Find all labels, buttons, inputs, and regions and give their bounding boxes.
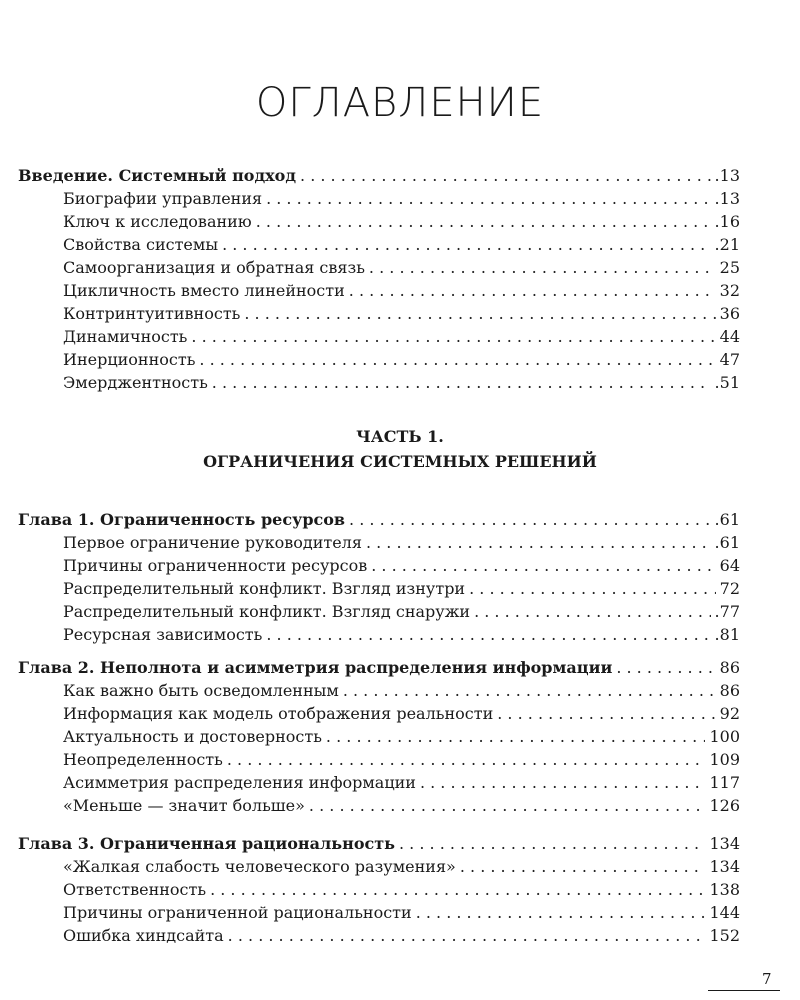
toc-entry-page: 25: [719, 258, 740, 277]
toc-introduction: [18, 164, 740, 394]
toc-entry-page: .61: [714, 510, 740, 529]
toc-entry-page: 36: [719, 304, 740, 323]
dot-leader: [460, 855, 706, 878]
toc-entry-page: 64: [719, 556, 740, 575]
toc-entry[interactable]: [18, 210, 740, 233]
toc-chapter-1: [18, 508, 740, 646]
toc-entry-page: .21: [714, 235, 740, 254]
toc-entry-page: 44: [719, 327, 740, 346]
toc-chapter-3: [18, 832, 740, 947]
toc-entry-label: Актуальность и достоверность: [63, 727, 322, 746]
toc-entry-page: .16: [714, 212, 740, 231]
toc-entry[interactable]: [18, 878, 740, 901]
part-title: ОГРАНИЧЕНИЯ СИСТЕМНЫХ РЕШЕНИЙ: [203, 452, 597, 471]
dot-leader: [326, 725, 706, 748]
toc-entry-label: Распределительный конфликт. Взгляд изнутри: [63, 579, 466, 598]
dot-leader: [420, 771, 706, 794]
dot-leader: [210, 878, 705, 901]
toc-entry[interactable]: [18, 531, 740, 554]
part-number: ЧАСТЬ 1.: [356, 427, 444, 446]
toc-entry-label: «Меньше — значит больше»: [63, 796, 305, 815]
toc-entry-page: .81: [714, 625, 740, 644]
toc-entry[interactable]: [18, 256, 740, 279]
toc-entry-label: Биографии управления: [63, 189, 263, 208]
toc-entry-label: Неопределенность: [63, 750, 223, 769]
toc-entry-label: Ошибка хиндсайта: [63, 926, 224, 945]
toc-entry-label: Введение. Системный подход: [18, 166, 297, 185]
toc-entry[interactable]: [18, 600, 740, 623]
dot-leader: [416, 901, 706, 924]
toc-entry-label: Инерционность: [63, 350, 196, 369]
toc-entry-label: Динамичность: [63, 327, 188, 346]
toc-entry-page: 138: [709, 880, 740, 899]
dot-leader: [469, 577, 716, 600]
dot-leader: [191, 325, 715, 348]
toc-entry-page: 32: [719, 281, 740, 300]
toc-entry-page: 109: [709, 750, 740, 769]
toc-entry[interactable]: [18, 371, 740, 394]
dot-leader: [309, 794, 706, 817]
toc-entry-page: 134: [709, 857, 740, 876]
toc-entry[interactable]: [18, 187, 740, 210]
dot-leader: [343, 679, 716, 702]
dot-leader: [244, 302, 715, 325]
dot-leader: [369, 256, 716, 279]
toc-entry-page: 86: [719, 658, 740, 677]
toc-entry[interactable]: [18, 771, 740, 794]
toc-entry-label: Первое ограничение руководителя: [63, 533, 362, 552]
toc-entry-label: Распределительный конфликт. Взгляд снаружи: [63, 602, 471, 621]
toc-entry-label: Асимметрия распределения информации: [63, 773, 416, 792]
toc-entry-page: 144: [709, 903, 740, 922]
toc-entry[interactable]: [18, 725, 740, 748]
toc-entry[interactable]: [18, 348, 740, 371]
toc-entry-label: Эмерджентность: [63, 373, 208, 392]
toc-entry-page: .13: [714, 166, 740, 185]
toc-entry-page: .77: [714, 602, 740, 621]
toc-entry[interactable]: [18, 748, 740, 771]
dot-leader: [497, 702, 715, 725]
toc-entry-page: 100: [709, 727, 740, 746]
toc-entry-label: Контринтуитивность: [63, 304, 241, 323]
dot-leader: [199, 348, 715, 371]
toc-entry-page: 134: [709, 834, 740, 853]
toc-entry-page: 72: [719, 579, 740, 598]
toc-entry-page: .51: [714, 373, 740, 392]
page-number: 7: [762, 970, 772, 988]
page-title: ОГЛАВЛЕНИЕ: [255, 80, 545, 126]
toc-entry-label: Цикличность вместо линейности: [63, 281, 345, 300]
toc-entry-label: Самоорганизация и обратная связь: [63, 258, 365, 277]
toc-chapter-2: [18, 656, 740, 817]
dot-leader: [227, 748, 706, 771]
dot-leader: [212, 371, 711, 394]
toc-entry[interactable]: [18, 924, 740, 947]
toc-entry-main[interactable]: [18, 832, 740, 855]
toc-entry[interactable]: [18, 233, 740, 256]
toc-entry-label: Причины ограниченной рациональности: [63, 903, 412, 922]
toc-entry-label: Причины ограниченности ресурсов: [63, 556, 368, 575]
toc-entry-page: .61: [714, 533, 740, 552]
dot-leader: [300, 164, 711, 187]
toc-entry[interactable]: [18, 794, 740, 817]
toc-entry-main[interactable]: [18, 164, 740, 187]
dot-leader: [366, 531, 711, 554]
toc-entry[interactable]: [18, 679, 740, 702]
toc-entry-page: .13: [714, 189, 740, 208]
part-heading: [0, 424, 800, 474]
dot-leader: [349, 279, 716, 302]
toc-entry-label: Информация как модель отображения реальности: [63, 704, 494, 723]
toc-entry-page: 86: [719, 681, 740, 700]
footer-rule: [708, 990, 780, 991]
toc-entry[interactable]: [18, 855, 740, 878]
dot-leader: [266, 187, 710, 210]
dot-leader: [349, 508, 711, 531]
toc-entry[interactable]: [18, 623, 740, 646]
dot-leader: [474, 600, 710, 623]
toc-entry-label: Свойства системы: [63, 235, 219, 254]
toc-entry-main[interactable]: [18, 508, 740, 531]
toc-entry-label: Глава 2. Неполнота и асимметрия распределения информации: [18, 658, 613, 677]
toc-entry[interactable]: [18, 577, 740, 600]
toc-entry-label: Ключ к исследованию: [63, 212, 252, 231]
dot-leader: [616, 656, 715, 679]
toc-entry-page: 152: [709, 926, 740, 945]
toc-entry[interactable]: [18, 279, 740, 302]
toc-entry-main[interactable]: [18, 656, 740, 679]
toc-entry[interactable]: [18, 702, 740, 725]
dot-leader: [256, 210, 711, 233]
toc-entry-label: Ресурсная зависимость: [63, 625, 263, 644]
toc-entry-label: Глава 1. Ограниченность ресурсов: [18, 510, 346, 529]
dot-leader: [228, 924, 706, 947]
toc-entry-page: 47: [719, 350, 740, 369]
dot-leader: [222, 233, 710, 256]
toc-entry[interactable]: [18, 554, 740, 577]
dot-leader: [371, 554, 715, 577]
toc-entry-page: 117: [709, 773, 740, 792]
toc-entry[interactable]: [18, 302, 740, 325]
toc-entry-label: Ответственность: [63, 880, 207, 899]
toc-entry[interactable]: [18, 901, 740, 924]
toc-entry-page: 92: [719, 704, 740, 723]
toc-entry-label: «Жалкая слабость человеческого разумения»: [63, 857, 456, 876]
toc-entry-page: 126: [709, 796, 740, 815]
dot-leader: [266, 623, 710, 646]
toc-entry-label: Глава 3. Ограниченная рациональность: [18, 834, 395, 853]
toc-entry[interactable]: [18, 325, 740, 348]
dot-leader: [399, 832, 705, 855]
toc-entry-label: Как важно быть осведомленным: [63, 681, 339, 700]
